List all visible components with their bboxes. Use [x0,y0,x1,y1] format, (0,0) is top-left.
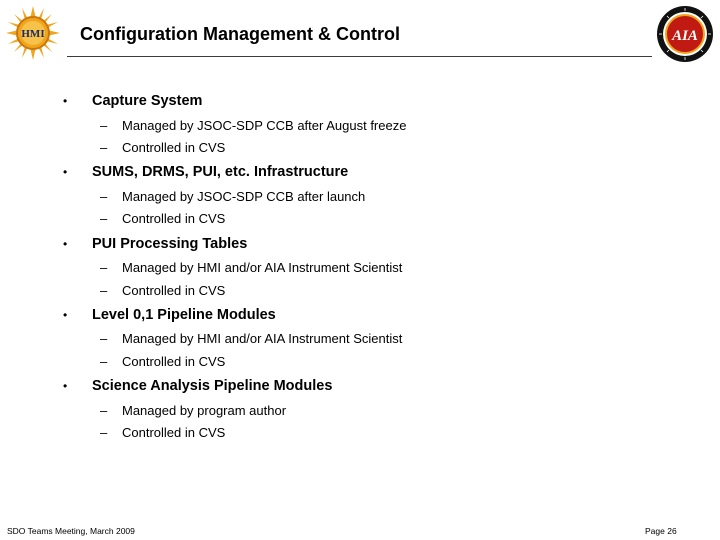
sub-bullet-marker: – [100,260,108,275]
sub-bullet-marker: – [100,211,108,226]
sub-bullet-marker: – [100,425,108,440]
sub-bullet-marker: – [100,354,108,369]
hmi-logo-text: HMI [21,28,45,40]
sub-bullet-text: Controlled in CVS [122,283,226,298]
bullet-level-pipeline-modules: Level 0,1 Pipeline Modules [92,307,276,323]
bullet-capture-system: Capture System [92,93,203,109]
footer-page-number: Page 26 [645,526,677,536]
sub-bullet-text: Managed by HMI and/or AIA Instrument Scientist [122,331,403,346]
bullet-marker: • [63,379,68,393]
page-title: Configuration Management & Control [80,24,400,44]
bullet-marker: • [63,308,68,322]
sub-bullet-text: Controlled in CVS [122,425,226,440]
title-divider [67,56,652,57]
sub-bullet-marker: – [100,189,108,204]
sub-bullet-text: Controlled in CVS [122,354,226,369]
bullet-pui-processing-tables: PUI Processing Tables [92,236,248,252]
bullet-infrastructure: SUMS, DRMS, PUI, etc. Infrastructure [92,164,349,180]
sub-bullet-marker: – [100,140,108,155]
sub-bullet-text: Controlled in CVS [122,211,226,226]
sub-bullet-text: Managed by JSOC-SDP CCB after August freeze [122,118,407,133]
footer-meeting: SDO Teams Meeting, March 2009 [7,526,135,536]
sub-bullet-marker: – [100,283,108,298]
sub-bullet-text: Managed by JSOC-SDP CCB after launch [122,189,366,204]
hmi-logo [5,5,61,61]
aia-logo [656,5,714,63]
sub-bullet-marker: – [100,118,108,133]
bullet-marker: • [63,165,68,179]
bullet-marker: • [63,237,68,251]
sub-bullet-text: Managed by program author [122,403,287,418]
sub-bullet-marker: – [100,403,108,418]
sub-bullet-marker: – [100,331,108,346]
sub-bullet-text: Managed by HMI and/or AIA Instrument Scientist [122,260,403,275]
bullet-science-analysis-modules: Science Analysis Pipeline Modules [92,378,333,394]
sub-bullet-text: Controlled in CVS [122,140,226,155]
aia-logo-text: AIA [672,28,698,44]
bullet-marker: • [63,94,68,108]
